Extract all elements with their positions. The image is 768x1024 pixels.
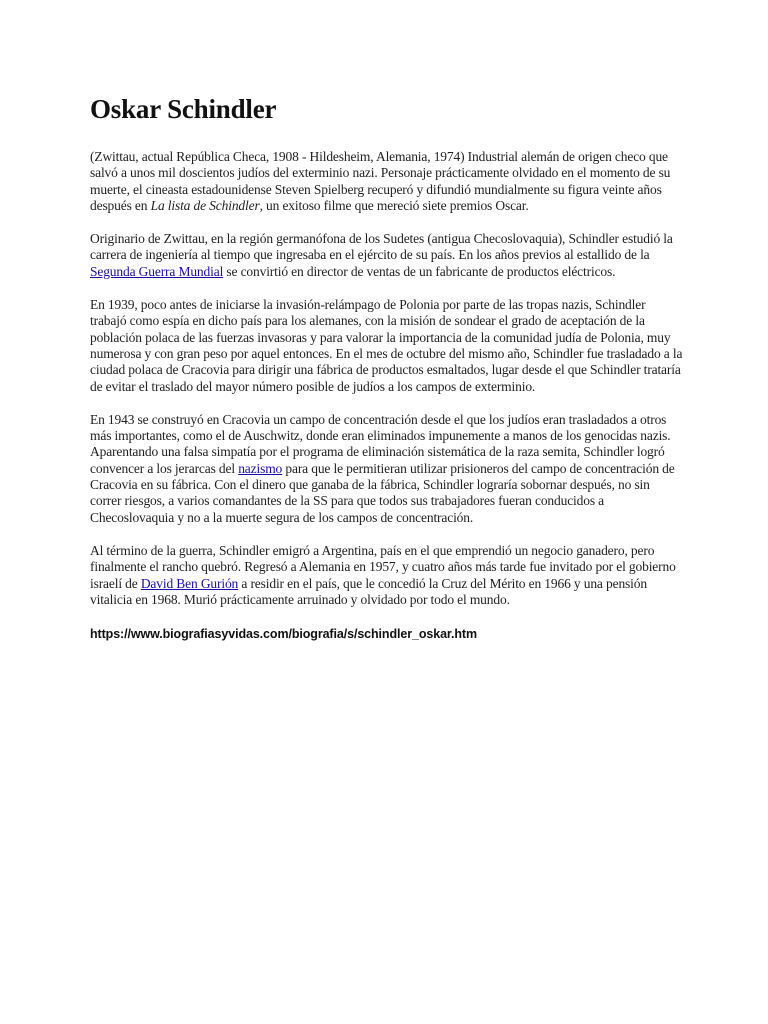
paragraph-postwar — [90, 543, 684, 608]
paragraph-text: se convirtió en director de ventas de un fabricante de productos eléctricos. — [223, 263, 616, 279]
page-title: Oskar Schindler — [90, 94, 277, 124]
document-content — [90, 92, 684, 642]
link-segunda-guerra-mundial[interactable]: Segunda Guerra Mundial — [90, 263, 224, 279]
paragraph-origin — [90, 231, 684, 280]
paragraph-text: a residir en el país, que le concedió la Cruz del Mérito en 1966 y una pensión vitalicia en 1968. Murió prácticamente arruinado y olvidado por todo el mundo. — [90, 575, 647, 607]
source-url: https://www.biografiasyvidas.com/biografia/s/schindler_oskar.htm — [90, 627, 477, 642]
paragraph-intro — [90, 149, 684, 214]
link-david-ben-gurion[interactable]: David Ben Gurión — [140, 575, 239, 591]
paragraph-text: En 1943 se construyó en Cracovia un campo de concentración desde el que los judíos eran trasladados a otros más importantes, como el de Auschwitz, donde eran eliminados impunemente a manos de los genocidas nazis. Aparentando una falsa simpatía por el programa de eliminación sistemática de la raza semita, Schindler logró convencer a los jerarcas del — [90, 411, 671, 476]
paragraph-text: En 1939, poco antes de iniciarse la invasión-relámpago de Polonia por parte de las tropas nazis, Schindler trabajó como espía en dicho país para los alemanes, con la misión de sondear el grado de aceptación de la población polaca de las fuerzas invasoras y para valorar la importancia de la comunidad judía de Polonia, muy numerosa y con gran peso por aquel entonces. En el mes de octubre del mismo año, Schindler fue trasladado a la ciudad polaca de Cracovia para dirigir una fábrica de productos esmaltados, lugar desde el que Schindler trataría de evitar el traslado del mayor número posible de judíos a los campos de exterminio. — [90, 297, 683, 394]
paragraph-1939 — [90, 297, 684, 395]
paragraph-text: Originario de Zwittau, en la región germanófona de los Sudetes (antigua Checoslovaquia), Schindler estudió la carrera de ingeniería al tiempo que ingresaba en el ejército de su país. En los años previos al estallido de la — [90, 231, 673, 263]
film-title: La lista de Schindler — [150, 197, 260, 213]
paragraph-text: Al término de la guerra, Schindler emigró a Argentina, país en el que emprendió un negocio ganadero, pero finalmente el rancho quebró. Regresó a Alemania en 1957, y cuatro años más tarde fue invitado por el gobierno israelí de — [90, 542, 676, 591]
paragraph-text: , un exitoso filme que mereció siete premios Oscar. — [259, 197, 529, 213]
paragraph-1943 — [90, 412, 684, 526]
link-nazismo[interactable]: nazismo — [238, 460, 283, 476]
paragraph-text: (Zwittau, actual República Checa, 1908 - Hildesheim, Alemania, 1974) Industrial alemán de origen checo que salvó a unos mil doscientos judíos del exterminio nazi. Personaje prácticamente olvidado en el momento de su muerte, el cineasta estadounidense Steven Spielberg recuperó y difundió mundialmente su figura veinte años después en — [90, 149, 671, 213]
paragraph-text: para que le permitieran utilizar prisioneros del campo de concentración de Cracovia en su fábrica. Con el dinero que ganaba de la fábrica, Schindler lograría sobornar después, no sin correr riesgos, a varios comandantes de la SS para que todos sus trabajadores fueran conducidos a Checoslovaquia y no a la muerte segura de los campos de concentración. — [90, 460, 675, 525]
